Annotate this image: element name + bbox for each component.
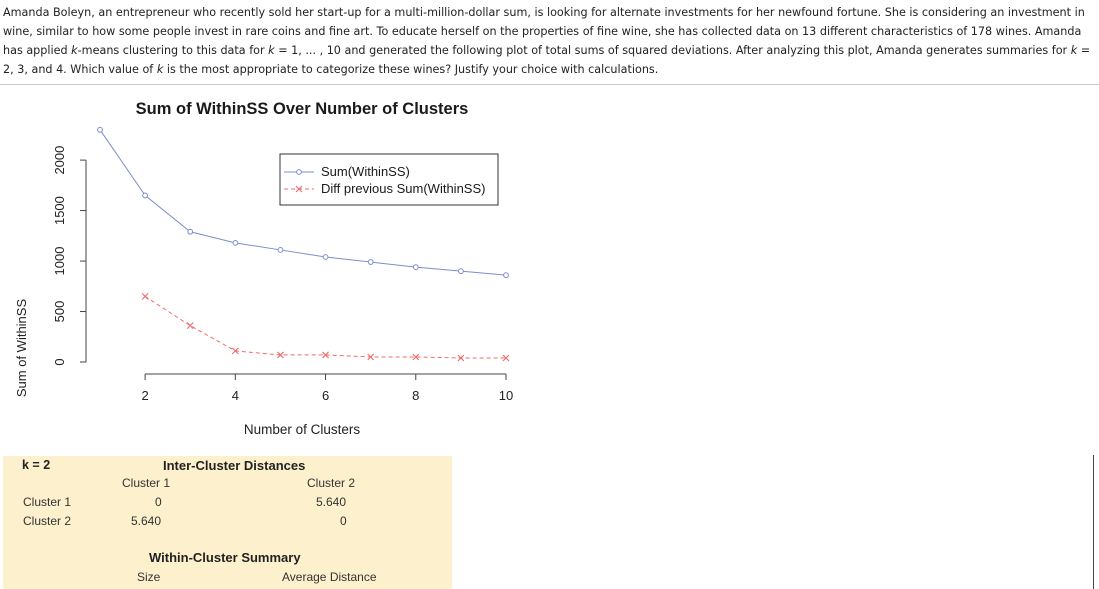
question-segment: = 1, ... , 10 and generated the following plot of total sums of squared deviations. After analyzing this plot, Amanda generates summaries for [274,44,1071,57]
data-point-circle [458,269,463,274]
y-axis-label: Sum of WithinSS [14,298,29,398]
col-header-cluster-2: Cluster 2 [307,476,356,490]
x-tick-label: 8 [412,388,420,403]
question-segment: Amanda Boleyn, an entrepreneur who recently sold her start-up for a multi-million-dollar sum, is looking for alternate investments for her newfound fortune. She is considering an investment in wine, similar to how some people invest in rare coins and fine art. To educate herself on the properties of fine wine, she has collected data on 13 different characteristics of 178 wines. Amanda has applied [3,6,1085,57]
cell-1-1: 0 [155,495,162,509]
row-label-cluster-1: Cluster 1 [23,495,72,509]
y-tick-label: 0 [52,358,67,366]
cell-2-1: 5.640 [131,514,162,528]
divider-vertical [1093,455,1094,589]
data-point-x [187,323,193,329]
variable-k: k [71,44,78,57]
x-axis-label: Number of Clusters [243,422,361,437]
y-tick-label: 1000 [52,246,67,276]
data-point-circle [413,265,418,270]
data-point-circle [98,127,103,132]
cluster-summary-panel [3,456,452,589]
question-segment: is the most appropriate to categorize these wines? Justify your choice with calculations. [163,63,659,76]
legend-label: Sum(WithinSS) [321,164,410,179]
question-segment: = 2, 3, and 4. Which value of [3,44,1091,76]
y-tick-label: 1500 [52,196,67,226]
inter-cluster-title: Inter-Cluster Distances [163,458,306,473]
variable-k: k [156,63,164,76]
data-point-circle [143,193,148,198]
y-tick-label: 500 [52,300,67,323]
chart-title: Sum of WithinSS Over Number of Clusters [135,100,469,118]
x-tick-label: 2 [141,388,149,403]
k-label: k = 2 [22,458,51,472]
y-tick-label: 2000 [52,145,67,175]
data-point-circle [278,248,283,253]
data-point-circle [188,229,193,234]
legend-box [280,154,498,205]
legend-label: Diff previous Sum(WithinSS) [321,181,486,196]
data-point-circle [323,255,328,260]
withinss-chart [0,88,560,448]
within-cluster-title: Within-Cluster Summary [149,550,301,565]
data-point-circle [233,240,238,245]
data-point-circle [368,260,373,265]
series-line-2 [145,296,506,358]
x-tick-label: 10 [498,388,514,403]
data-point-x [142,293,148,299]
x-tick-label: 6 [321,388,330,403]
x-tick-label: 4 [231,388,239,403]
cell-1-2: 5.640 [316,495,347,509]
question-text [3,3,1093,79]
divider [0,84,1099,85]
variable-k: k [1070,44,1078,57]
col-header-cluster-1: Cluster 1 [122,476,171,490]
row-label-cluster-2: Cluster 2 [23,514,72,528]
within-header-avg-distance: Average Distance [282,570,377,584]
legend-marker-circle [297,170,302,175]
within-header-size: Size [137,570,161,584]
data-point-circle [504,273,509,278]
cell-2-2: 0 [340,514,347,528]
question-segment: -means clustering to this data for [77,44,269,57]
variable-k: k [268,44,275,57]
